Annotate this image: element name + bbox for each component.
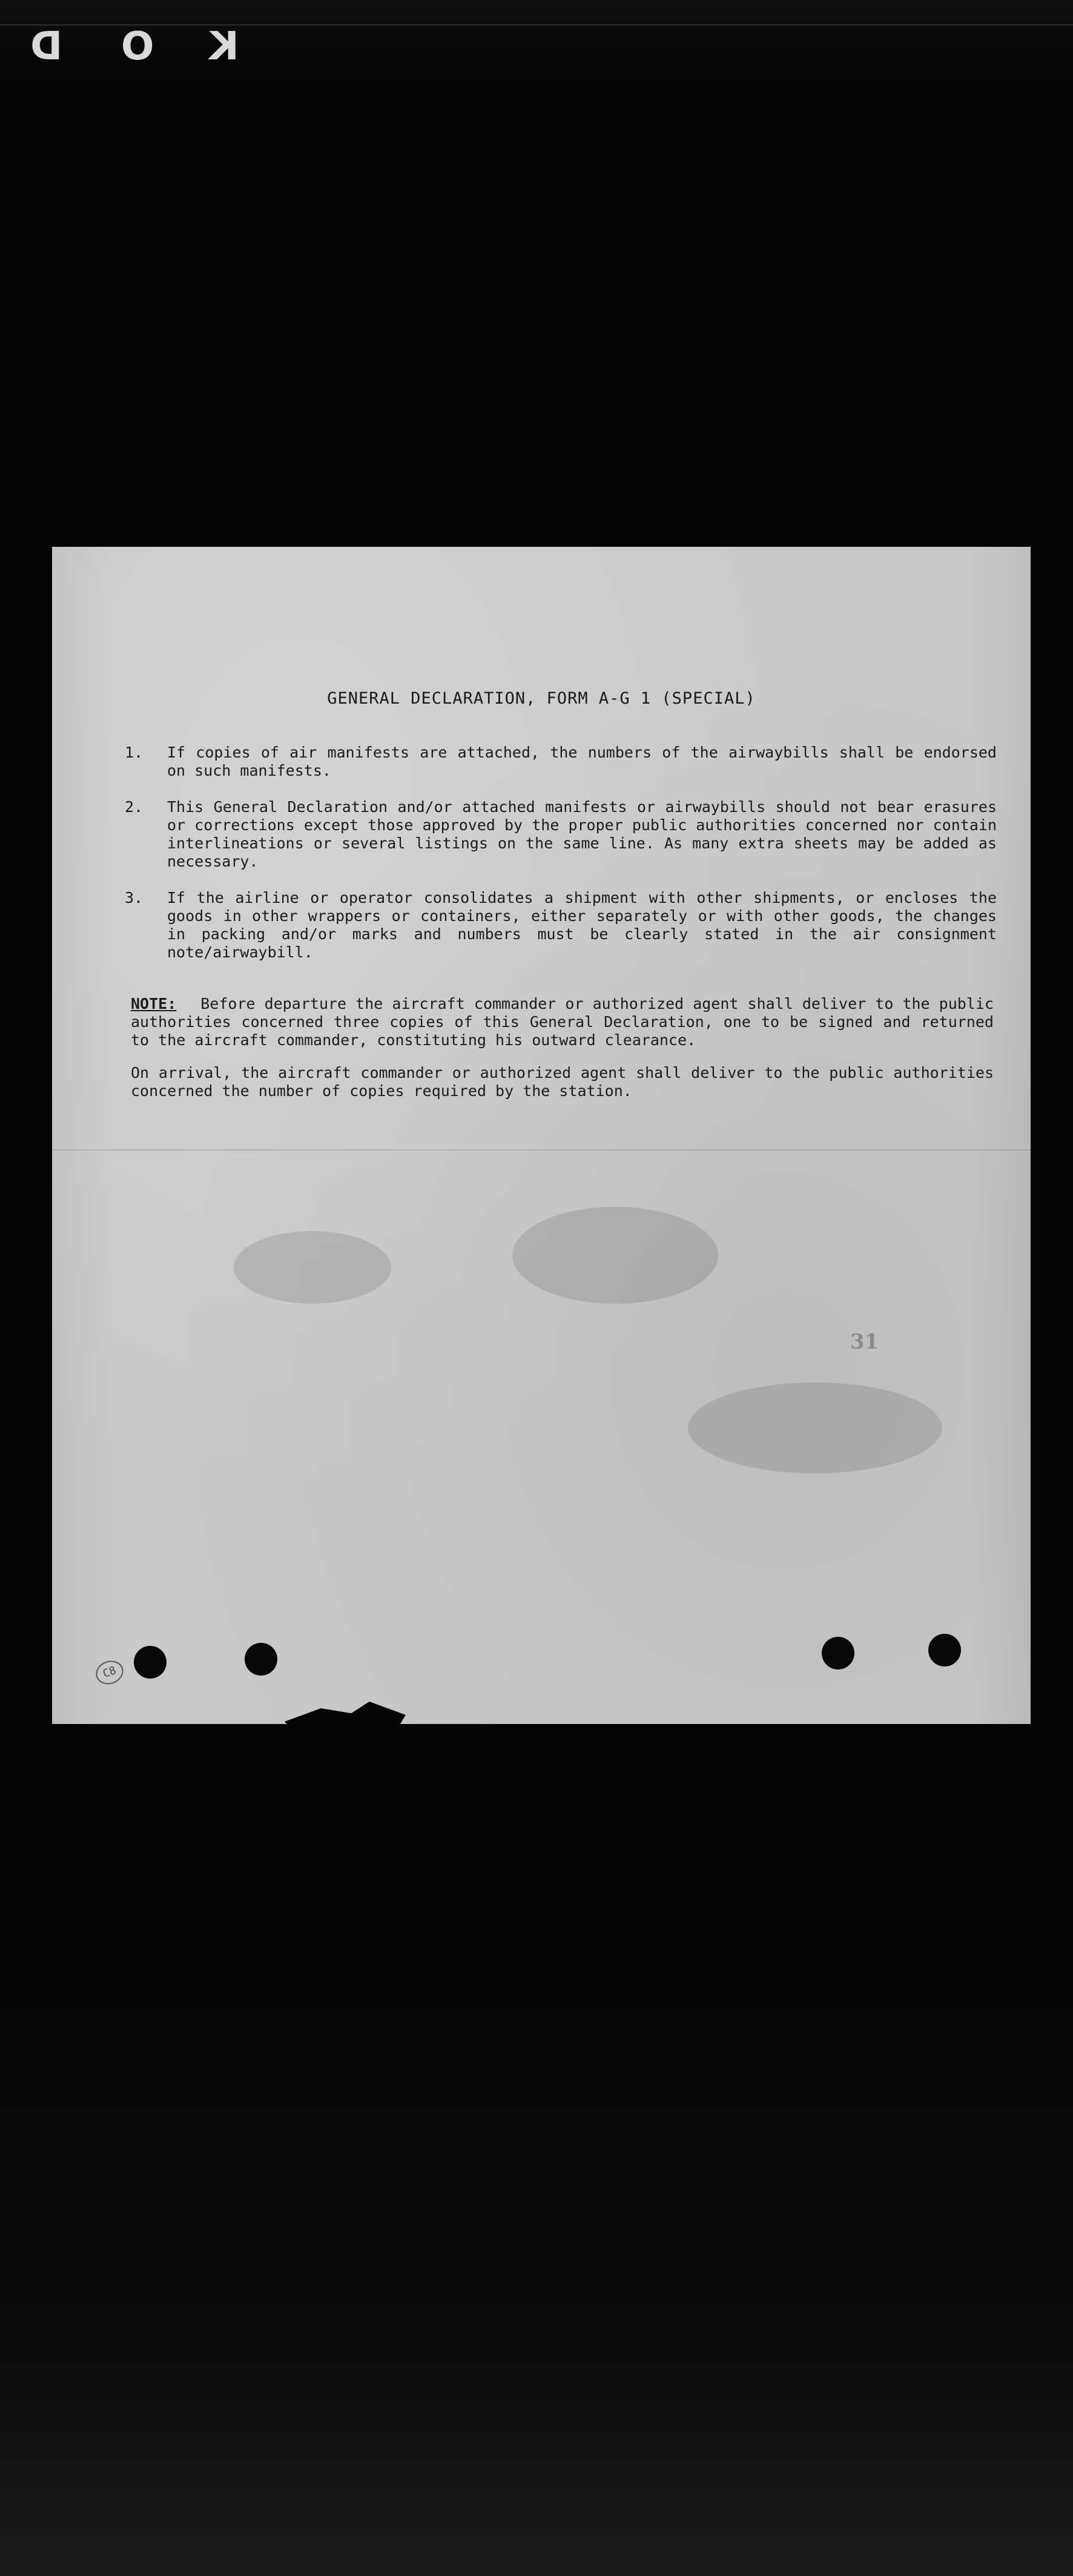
list-item <box>125 744 997 780</box>
faded-stamp <box>556 1610 680 1659</box>
note-label: NOTE: <box>131 995 177 1012</box>
note-paragraph <box>131 995 994 1049</box>
document-title: GENERAL DECLARATION, FORM A-G 1 (SPECIAL) <box>327 689 756 708</box>
list-item-number: 1. <box>125 744 144 761</box>
fold-line <box>52 1149 1031 1151</box>
document-page <box>52 547 1031 1724</box>
note-text: Before departure the aircraft commander or authorized agent shall deliver to the public authorities concerned three copies of this General Declaration, one to be signed and returned to the aircraft commander, constituting his outward clearance. <box>131 995 994 1049</box>
film-bottom-border <box>0 1998 1073 2576</box>
list-item <box>125 798 997 871</box>
film-mark-k: K <box>209 24 239 69</box>
list-item-text: If copies of air manifests are attached, the numbers of the airwaybills shall be endorsed on such manifests. <box>167 744 997 779</box>
page-number: 31 <box>850 1330 879 1354</box>
faded-writing-smudge <box>512 1207 718 1304</box>
list-item-text: If the airline or operator consolidates a shipment with other shipments, or encloses the goods in other wrappers or containers, either separately or with other goods, the changes in packing and/or marks and numbers must be clearly stated in the air consignment note/airwaybill. <box>167 889 997 961</box>
arrival-paragraph: On arrival, the aircraft commander or authorized agent shall deliver to the public authorities concerned the number of copies required by the station. <box>131 1064 994 1100</box>
film-edge-strip <box>0 0 1073 25</box>
film-mark-o: O <box>121 24 154 69</box>
binder-hole <box>134 1646 167 1679</box>
film-edge-marks <box>24 25 1049 68</box>
list-item <box>125 889 997 962</box>
list-item-number: 2. <box>125 798 144 816</box>
binder-hole <box>245 1643 277 1676</box>
faded-writing-smudge <box>234 1231 391 1304</box>
note-section <box>131 995 994 1100</box>
film-mark-d: D <box>30 24 63 69</box>
film-top-border <box>0 0 1073 91</box>
binder-hole <box>822 1637 854 1669</box>
list-item-number: 3. <box>125 889 144 907</box>
instruction-list <box>125 744 997 980</box>
faded-writing-smudge <box>688 1382 942 1473</box>
corner-mark: C8 <box>93 1657 127 1688</box>
binder-hole <box>928 1634 961 1666</box>
list-item-text: This General Declaration and/or attached manifests or airwaybills should not bear erasures or corrections except those approved by the proper public authorities concerned nor contain interlineations or several listings on the same line. As many extra sheets may be added as necessary. <box>167 798 997 870</box>
